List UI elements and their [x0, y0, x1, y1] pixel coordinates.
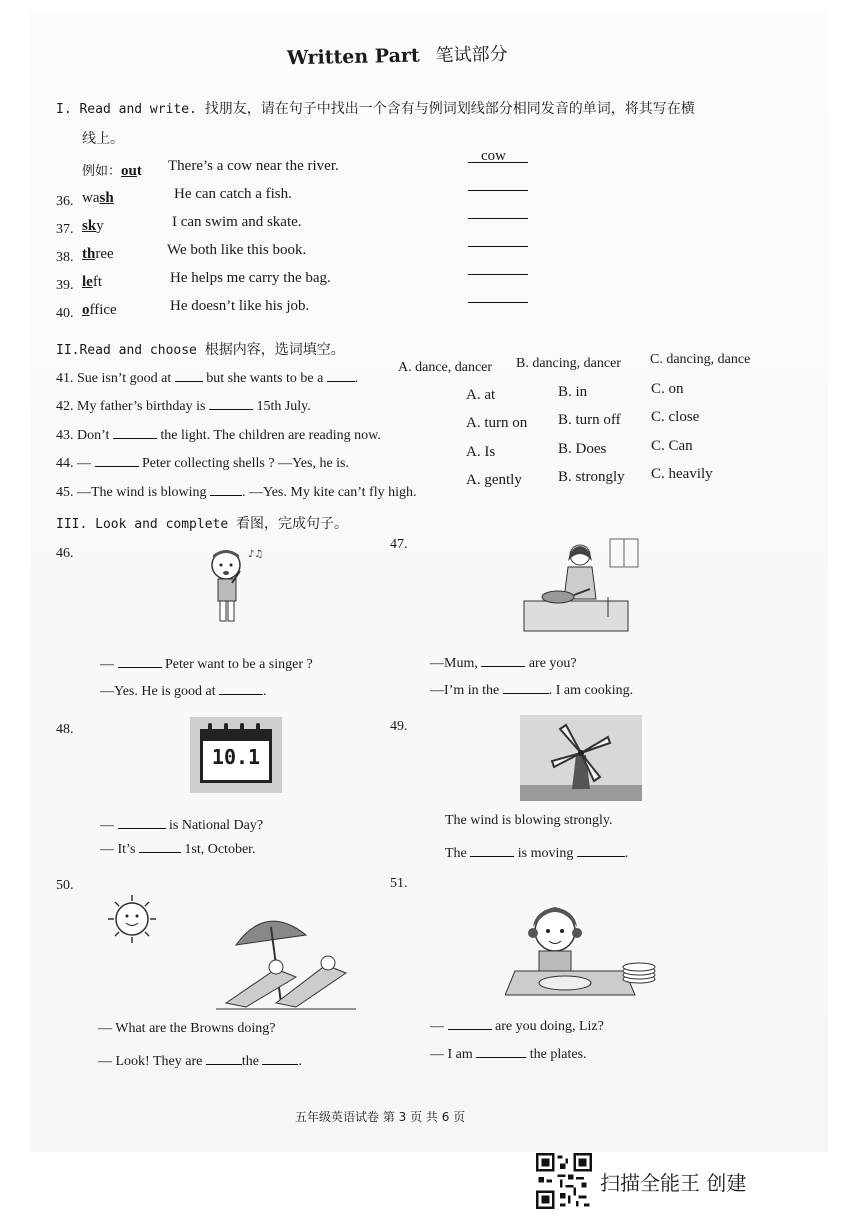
- question-42: [56, 395, 311, 415]
- option-b[interactable]: B. strongly: [558, 469, 625, 485]
- item-word: [82, 190, 114, 207]
- calendar-illustration: [190, 717, 282, 793]
- section3-heading-en: III. Look and complete: [56, 517, 229, 532]
- option-c[interactable]: C. on: [651, 381, 684, 397]
- blank[interactable]: [327, 367, 355, 382]
- text: —Mum,: [430, 656, 478, 671]
- item-sentence: We both like this book.: [167, 242, 307, 258]
- blank[interactable]: [476, 1043, 526, 1058]
- question-43: [56, 424, 381, 444]
- question-45: [56, 481, 416, 501]
- blank[interactable]: [113, 424, 157, 439]
- option-b[interactable]: B. Does: [558, 441, 607, 457]
- answer-line[interactable]: [468, 246, 528, 247]
- option-c[interactable]: C. heavily: [651, 466, 713, 482]
- calendar-date: 10.1: [211, 745, 261, 769]
- item-number: 38.: [56, 250, 74, 265]
- section1-heading-en: I. Read and write.: [56, 102, 197, 117]
- text: . I am cooking.: [548, 683, 634, 698]
- blank[interactable]: [95, 452, 139, 467]
- example-sentence: There’s a cow near the river.: [168, 158, 339, 174]
- section3-heading-cn: 看图，完成句子。: [236, 516, 349, 532]
- page-title: [287, 40, 508, 71]
- scanner-watermark: 扫描全能王 创建: [600, 1171, 747, 1195]
- option-c[interactable]: C. close: [651, 409, 700, 425]
- question-text: My father’s birthday is: [77, 399, 206, 414]
- word-underlined: o: [82, 302, 90, 318]
- question-text: —: [77, 456, 91, 471]
- answer-line[interactable]: [468, 190, 528, 191]
- question-44: [56, 452, 349, 472]
- q51-line2: [430, 1043, 587, 1063]
- beach-sunbathing-illustration: [106, 893, 366, 1011]
- option-a[interactable]: A. Is: [466, 444, 496, 460]
- example-answer: cow: [481, 148, 506, 164]
- text: Peter want to be a singer ?: [165, 657, 313, 672]
- item-number: 37.: [56, 222, 74, 237]
- question-number: 42.: [56, 399, 74, 414]
- text: — It’s: [100, 842, 136, 857]
- item-sentence: He helps me carry the bag.: [170, 270, 331, 286]
- option-c[interactable]: C. dancing, dance: [650, 352, 751, 367]
- blank[interactable]: [209, 395, 253, 410]
- blank[interactable]: [175, 367, 203, 382]
- example-word-underlined: ou: [121, 163, 137, 179]
- blank[interactable]: [470, 842, 514, 857]
- windmill-illustration: [520, 715, 642, 801]
- word-underlined: th: [82, 246, 96, 262]
- q51-line1: [430, 1015, 604, 1035]
- q48-line2: [100, 838, 256, 858]
- word-part: wa: [82, 190, 100, 206]
- section1-heading-cont: [82, 128, 124, 148]
- question-text: Sue isn’t good at: [77, 371, 172, 386]
- item-word: [82, 246, 114, 263]
- question-number: 43.: [56, 428, 74, 443]
- word-part: ft: [92, 274, 102, 290]
- option-b[interactable]: B. dancing, dancer: [516, 356, 621, 371]
- blank[interactable]: [118, 653, 162, 668]
- question-number: 44.: [56, 456, 74, 471]
- text: .: [263, 684, 267, 699]
- item-number: 40.: [56, 306, 74, 321]
- text: are you?: [528, 656, 577, 671]
- q46-line1: [100, 653, 313, 673]
- item-word: [82, 274, 102, 291]
- blank[interactable]: [481, 652, 525, 667]
- option-a[interactable]: A. gently: [466, 472, 522, 488]
- section1-heading: [56, 98, 695, 118]
- question-text: —The wind is blowing: [77, 485, 207, 500]
- title-en: Written Part: [286, 44, 420, 70]
- text: are you doing, Liz?: [495, 1019, 604, 1034]
- girl-washing-plates-illustration: [505, 897, 657, 1001]
- example-row: [82, 160, 142, 180]
- text: —: [430, 1019, 444, 1034]
- item-sentence: He doesn’t like his job.: [170, 298, 310, 314]
- option-b[interactable]: B. turn off: [558, 412, 621, 428]
- q47-line2: [430, 679, 633, 699]
- text: —Yes. He is good at: [100, 684, 216, 699]
- question-text: 15th July.: [256, 399, 311, 414]
- item-number: 39.: [56, 278, 74, 293]
- question-text: .: [354, 371, 359, 386]
- text: The: [445, 846, 467, 861]
- question-number: 49.: [390, 719, 408, 734]
- option-c[interactable]: C. Can: [651, 438, 693, 454]
- text: is moving: [517, 846, 574, 861]
- page-footer: 五年级英语试卷 第 3 页 共 6 页: [295, 1110, 466, 1124]
- blank[interactable]: [262, 1050, 298, 1065]
- text: .: [624, 846, 629, 861]
- text: —: [100, 657, 114, 672]
- text: the plates.: [529, 1047, 587, 1062]
- blank[interactable]: [503, 679, 549, 694]
- text: .: [298, 1054, 302, 1069]
- question-text: . —Yes. My kite can’t fly high.: [242, 485, 417, 500]
- example-answer-line: [468, 162, 528, 163]
- title-cn: 笔试部分: [435, 43, 508, 67]
- q50-line1: — What are the Browns doing?: [98, 1021, 276, 1036]
- section2-heading-en: II.Read and choose: [56, 343, 197, 358]
- q47-line1: [430, 652, 577, 672]
- item-sentence: He can catch a fish.: [174, 186, 292, 202]
- svg-text:♪♫: ♪♫: [248, 549, 264, 560]
- question-number: 45.: [56, 485, 74, 500]
- question-text: but she wants to be a: [206, 371, 324, 386]
- example-label: 例如：: [82, 164, 122, 179]
- text: — Look! They are: [98, 1054, 203, 1069]
- q49-line2: [445, 842, 628, 862]
- q46-line2: [100, 680, 267, 700]
- question-number: 51.: [390, 876, 408, 891]
- text: is National Day?: [169, 818, 264, 833]
- text: the: [241, 1054, 259, 1069]
- section2-heading-cn: 根据内容，选词填空。: [204, 342, 345, 358]
- blank[interactable]: [139, 838, 181, 853]
- word-underlined: sk: [82, 218, 97, 234]
- option-b[interactable]: B. in: [558, 384, 588, 400]
- text: 1st, October.: [184, 842, 256, 857]
- blank[interactable]: [219, 680, 263, 695]
- question-number: 50.: [56, 878, 74, 893]
- singing-boy-illustration: [196, 545, 268, 629]
- blank[interactable]: [210, 481, 242, 496]
- option-a[interactable]: A. dance, dancer: [398, 360, 493, 375]
- question-text: Don’t: [77, 428, 110, 443]
- option-a[interactable]: A. at: [466, 387, 496, 403]
- answer-line[interactable]: [468, 274, 528, 275]
- qr-code-icon: [536, 1153, 592, 1209]
- question-number: 46.: [56, 546, 74, 561]
- item-number: 36.: [56, 194, 74, 209]
- example-word-rest: t: [136, 163, 142, 179]
- section2-heading: [56, 339, 345, 359]
- q48-line1: [100, 814, 263, 834]
- text: — I am: [430, 1047, 473, 1062]
- blank[interactable]: [577, 842, 625, 857]
- word-part: ree: [95, 246, 114, 262]
- blank[interactable]: [448, 1015, 492, 1030]
- word-part: y: [96, 218, 104, 234]
- question-number: 47.: [390, 537, 408, 552]
- item-word: [82, 218, 104, 235]
- word-underlined: le: [82, 274, 93, 290]
- answer-line[interactable]: [468, 218, 528, 219]
- section3-heading: [56, 513, 348, 533]
- question-text: Peter collecting shells ? —Yes, he is.: [142, 456, 349, 471]
- item-sentence: I can swim and skate.: [172, 214, 302, 230]
- option-a[interactable]: A. turn on: [466, 415, 528, 431]
- section1-heading-cn2: 线上。: [82, 131, 124, 147]
- question-text: the light. The children are reading now.: [160, 428, 381, 443]
- question-number: 48.: [56, 722, 74, 737]
- item-word: [82, 302, 117, 319]
- cooking-mum-illustration: [518, 537, 642, 637]
- word-underlined: sh: [99, 190, 114, 206]
- answer-line[interactable]: [468, 302, 528, 303]
- blank[interactable]: [118, 814, 166, 829]
- text: —I’m in the: [430, 683, 500, 698]
- blank[interactable]: [206, 1050, 242, 1065]
- question-number: 41.: [56, 371, 74, 386]
- question-41: [56, 367, 358, 387]
- word-part: ffice: [89, 302, 117, 318]
- q50-line2: [98, 1050, 302, 1070]
- section1-heading-cn: 找朋友，请在句子中找出一个含有与例词划线部分相同发音的单词，将其写在横: [204, 101, 695, 117]
- q49-line1: The wind is blowing strongly.: [445, 813, 613, 828]
- text: —: [100, 818, 114, 833]
